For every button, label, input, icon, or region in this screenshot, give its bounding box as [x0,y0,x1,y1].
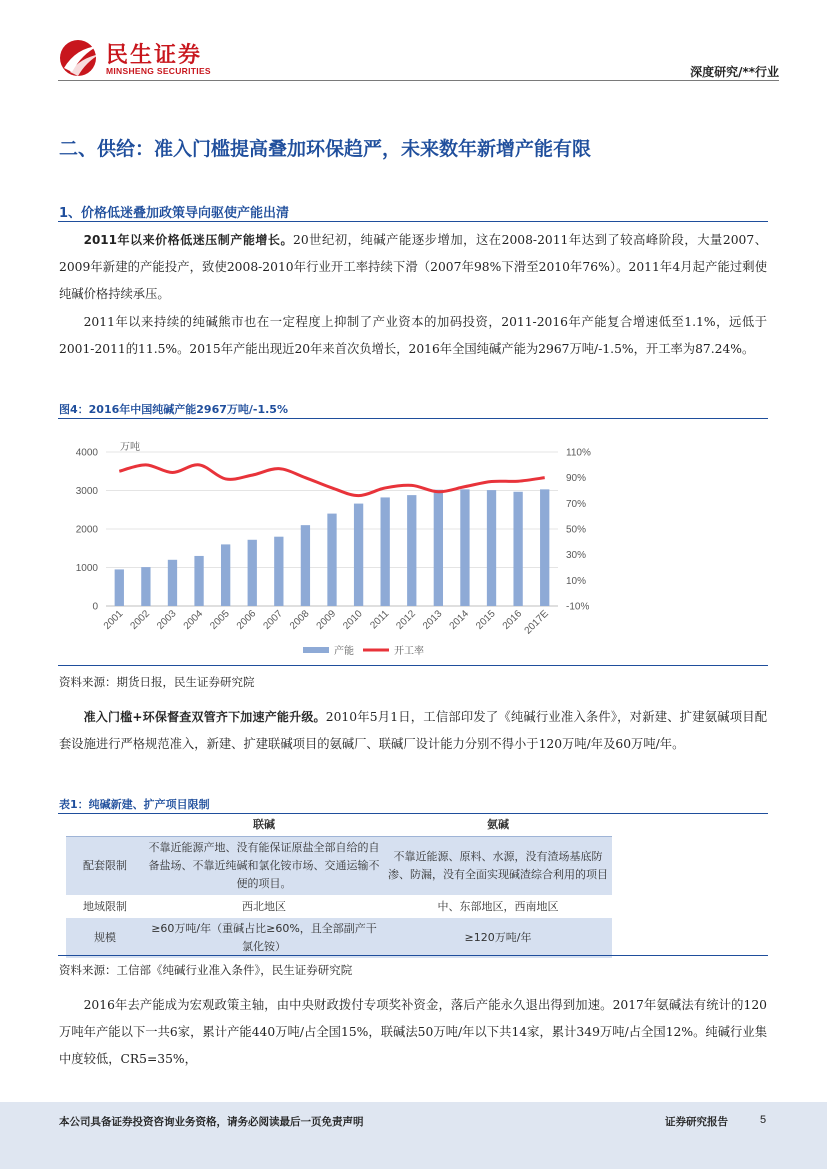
table-row-label: 配套限制 [66,837,144,896]
x-axis-tick-label: 2011 [368,608,392,632]
left-axis-tick-label: 1000 [75,563,98,574]
unit-label: 万吨 [120,442,140,453]
capacity-bar [194,556,203,606]
legend-label-utilization: 开工率 [394,646,424,657]
capacity-bar [141,567,150,606]
capacity-bar [115,569,124,606]
report-type: 深度研究/**行业 [690,65,779,79]
capacity-bar [274,537,283,606]
paragraph-capacity-exit: 2016年去产能成为宏观政策主轴，由中央财政拨付专项奖补资金，落后产能永久退出得到加速。2017年氨碱法有统计的120万吨年产能以下一共6家，累计产能440万吨/占全国15%，联碱法50万吨/年以下共14家，累计349万吨/占全国12%。纯碱行业集中度较低，CR5=35%， [59,998,767,1066]
x-axis-tick-label: 2013 [420,608,445,632]
subsection-title: 1、价格低迷叠加政策导向驱使产能出清 [59,206,290,221]
chart-legend [303,644,424,657]
subsection-divider [58,221,768,222]
table-cell: ≥60万吨/年（重碱占比≥60%，且全部副产干氯化铵） [144,918,384,958]
legend-label-capacity: 产能 [334,646,354,657]
x-axis-tick-label: 2001 [101,608,126,632]
capacity-bar [301,525,310,606]
table-caption: 表1：纯碱新建、扩产项目限制 [59,798,210,811]
right-axis-tick-label: 50% [566,524,587,536]
table-row [66,896,612,919]
footer-disclaimer: 本公司具备证券投资咨询业务资格，请务必阅读最后一页免责声明 [59,1116,364,1128]
x-axis-tick-label: 2009 [314,608,339,632]
right-axis-tick-label: 90% [566,473,587,485]
legend-swatch-capacity [303,647,329,653]
project-restriction-table [66,814,612,958]
capacity-bar [168,560,177,606]
capacity-bar [540,489,549,606]
paragraph-lead: 准入门槛+环保督查双管齐下加速产能升级。 [83,710,326,724]
capacity-bar [513,492,522,606]
capacity-bar [434,490,443,606]
footer-report-label: 证券研究报告 [665,1116,728,1128]
x-axis-tick-label: 2008 [288,608,312,632]
table-source: 资料来源：工信部《纯碱行业准入条件》，民生证券研究院 [59,963,353,977]
table-row [66,918,612,958]
table-header-cell [66,814,144,837]
table-header-row [66,814,612,837]
figure-caption-divider [58,418,768,419]
x-axis-tick-label: 2012 [394,608,418,632]
capacity-bar [487,490,496,606]
right-axis-tick-label: 30% [566,550,587,562]
table-cell: 西北地区 [242,900,286,913]
logo-text-cn: 民生证券 [106,43,203,68]
table-row-label: 规模 [66,918,144,958]
paragraph-entry-barrier [59,704,767,758]
right-axis-tick-label: 70% [566,498,587,510]
table-row-label: 地域限制 [83,900,127,913]
x-axis-tick-label: 2014 [447,608,472,632]
x-axis-tick-label: 2016 [500,608,525,632]
figure-source: 资料来源：期货日报，民生证券研究院 [59,675,255,689]
left-axis-tick-label: 4000 [75,447,98,459]
right-axis-tick-label: 110% [566,447,591,459]
section-title: 二、供给：准入门槛提高叠加环保趋严，未来数年新增产能有限 [59,138,592,160]
paragraph-lead: 2011年以来价格低迷压制产能增长。 [83,233,293,247]
figure-caption: 图4：2016年中国纯碱产能2967万吨/-1.5% [59,403,288,416]
right-axis-ticks [566,448,591,613]
table-header-cell: 氨碱 [384,814,612,837]
paragraph-body: 20世纪初，纯碱产能逐步增加，这在2008-2011年达到了较高峰阶段，大量2007、2009年新建的产能投产，致使2008-2010年行业开工率持续下滑（2007年98%下滑至2010年76%）。2011年4月起产能过剩使纯碱价格持续承压。 [59,233,768,301]
capacity-bar [381,497,390,606]
capacity-bar [407,495,416,606]
x-axis-tick-label: 2010 [341,608,365,632]
capacity-bar [354,504,363,606]
left-axis-tick-label: 0 [92,601,98,613]
x-axis-tick-label: 2006 [234,608,259,632]
minsheng-logo-icon [58,38,102,78]
x-axis-tick-label: 2004 [181,608,206,632]
table-cell: 不靠近能源产地、没有能保证原盐全部自给的自备盐场、不靠近纯碱和氯化铵市场、交通运输不便的项目。 [144,837,384,896]
x-axis-tick-label: 2017E [522,608,551,637]
x-axis-ticks [102,608,551,637]
right-axis-tick-label: -10% [566,601,590,613]
page-footer [0,1102,827,1169]
left-axis-ticks [76,448,99,613]
table-row [66,837,612,896]
page-number: 5 [760,1114,767,1126]
left-axis-tick-label: 3000 [75,486,98,497]
right-axis-tick-label: 10% [566,575,587,587]
x-axis-tick-label: 2007 [261,608,285,632]
paragraph-capacity-growth: 2011年以来持续的纯碱熊市也在一定程度上抑制了产业资本的加码投资，2011-2016年产能复合增速低至1.1%，远低于2001-2011的11.5%。2015年产能出现近20年来首次负增长，2016年全国纯碱产能为2967万吨/-1.5%，开工率为87.24%。 [59,315,767,356]
table-cell: ≥120万吨/年 [384,918,612,958]
capacity-bar [221,544,230,606]
paragraph-price-slump [59,227,767,308]
x-axis-tick-label: 2003 [155,608,179,632]
figure-bottom-divider [58,665,768,666]
capacity-bar [248,540,257,606]
table-cell: 不靠近能源、原料、水源，没有渣场基底防渗、防漏，没有全面实现碱渣综合利用的项目 [384,837,612,896]
table-header-cell: 联碱 [144,814,384,837]
paragraph-body: 2010年5月1日，工信部印发了《纯碱行业准入条件》，对新建、扩建氨碱项目配套设施进行严格规范准入，新建、扩建联碱项目的氨碱厂、联碱厂设计能力分别不得小于120万吨/年及60万吨/年。 [59,710,767,751]
capacity-chart [58,430,768,665]
capacity-bars [115,489,550,606]
header-divider [58,80,779,81]
logo-text-en: MINSHENG SECURITIES [106,66,211,76]
capacity-bar [460,489,469,606]
table-bottom-divider [58,955,768,956]
x-axis-tick-label: 2015 [474,608,498,632]
capacity-bar [327,514,336,606]
left-axis-tick-label: 2000 [75,524,98,536]
table-cell: 中、东部地区，西南地区 [437,900,559,913]
x-axis-tick-label: 2002 [128,608,153,632]
x-axis-tick-label: 2005 [208,608,232,632]
